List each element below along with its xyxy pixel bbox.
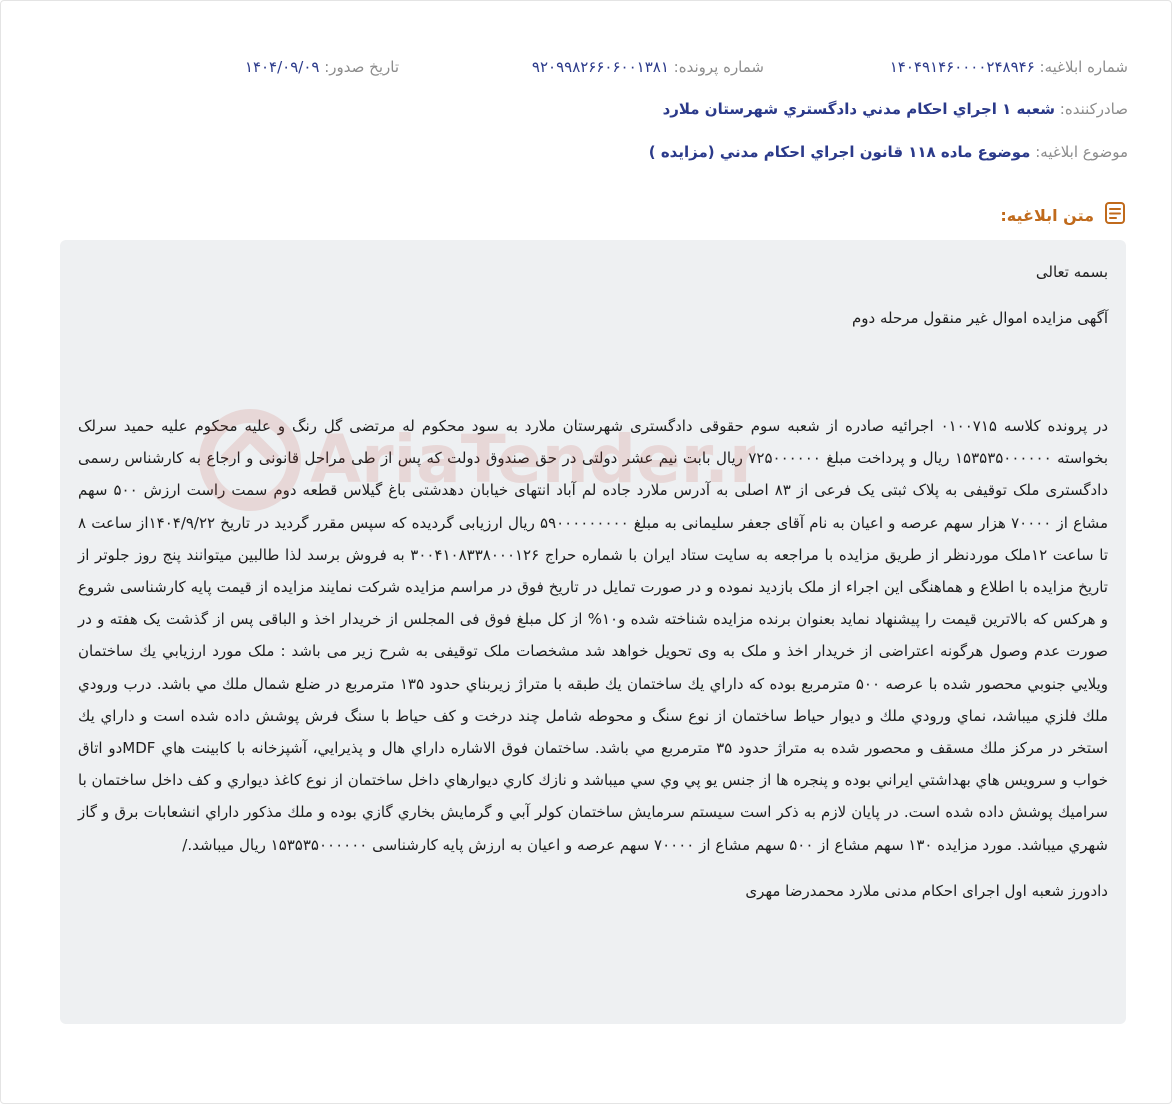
signature: دادورز شعبه اول اجرای احکام مدنی ملارد محمدرضا مهری [745,881,1108,900]
subject-value: موضوع ماده ۱۱۸ قانون اجراي احکام مدني (مزايده ) [648,143,1031,161]
subject-field [649,143,1128,161]
greeting: بسمه تعالی [1035,263,1108,281]
document-list-icon [1102,200,1128,230]
notice-text-title: متن ابلاغيه: [1000,205,1094,225]
subject-label: موضوع ابلاغيه: [1035,143,1128,161]
issuer-value: شعبه ۱ اجراي احکام مدني دادگستري شهرستان ملارد [662,100,1055,118]
issuer-label: صادرکننده: [1059,100,1128,118]
case-number-field [532,58,764,76]
issue-date-label: تاريخ صدور: [324,58,399,76]
notice-heading: آگهی مزایده اموال غیر منقول مرحله دوم [852,309,1108,327]
notice-number-label: شماره ابلاغيه: [1039,58,1128,76]
issue-date-value: ۱۴۰۴/۰۹/۰۹ [244,58,320,76]
notice-number-value: ۱۴۰۴۹۱۴۶۰۰۰۰۲۴۸۹۴۶ [889,58,1035,76]
issue-date-field [245,58,399,76]
notice-paragraph: در پرونده کلاسه ۰۱۰۰۷۱۵ اجرائیه صادره از شعبه سوم حقوقی دادگستری شهرستان ملارد به سود محکوم له مرتضی گل رنگ و علیه محکوم علیه حمید سرلک بخواسته ۱۵۳۵۳۵۰۰۰۰۰۰ ریال و پرداخت مبلغ ۷۲۵۰۰۰۰۰۰ ریال بابت نیم عشر دولتی در حق صندوق دولت که پس از طی مراحل قانونی و ارجاع به کارشناس رسمی دادگستری ملک توقیفی به پلاک ثبتی یک فرعی از ۸۳ اصلی به آدرس ملارد جاده لم آباد انتهای خیابان دهدشتی باغ گیلاس قطعه دوم سمت راست ارزش ۵۰۰ سهم مشاع از ۷۰۰۰۰ هزار سهم عرصه و اعیان به نام آقای جعفر سلیمانی به مبلغ ۵۹۰۰۰۰۰۰۰۰۰ ریال ارزیابی گردیده که سپس مقرر گردید در تاریخ ۱۴۰۴/۹/۲۲از ساعت ۸ تا ساعت ۱۲ملک موردنظر از طریق مزایده با مراجعه به سایت ستاد ایران با شماره حراج ۳۰۰۴۱۰۸۳۳۸۰۰۰۱۲۶ به فروش برسد لذا طالبین میتوانند پنج روز جلوتر از تاریخ مزایده با اطلاع و هماهنگی این اجراء از ملک بازدید نموده و در صورت تمایل در تاریخ فوق در مراسم مزایده شرکت نمایند مزایده از قیمت پایه کارشناسی شروع و هرکس که بالاترین قیمت را پیشنهاد نماید بعنوان برنده مزایده شناخته شده و۱۰% از کل مبلغ فوق فی المجلس از خریدار اخذ و الباقی پس از گذشت یک هفته و در صورت عدم وصول هرگونه اعتراضی از خریدار اخذ و ملک به وی تحویل خواهد شد مشخصات ملک توقیفی به شرح زیر می باشد : ملک مورد ارزيابي يك ساختمان ويلايي جنوبي محصور شده با عرصه ۵۰۰ مترمربع بوده كه داراي يك ساختمان يك طبقه با متراژ زيربناي حدود ۱۳۵ مترمربع در ضلع شمال ملك مي باشد. درب ورودي ملك فلزي ميباشد، نماي ورودي ملك و ديوار حياط ساختمان از نوع سنگ و محوطه شامل چند درخت و كف حياط با سنگ فرش پوشش داده شده است و داراي يك استخر در مركز ملك مسقف و محصور شده به متراژ حدود ۳۵ مترمربع مي باشد. ساختمان فوق الاشاره داراي هال و پذيرايي، آشپزخانه با كابينت هاي MDFدو اتاق خواب و سرويس هاي بهداشتي ايراني بوده و پنجره ها از جنس يو پي وي سي ميباشد و نازك كاري ديوارهاي داخل ساختمان از نوع كاغذ ديواري و كف داخل ساختمان با سراميك پوشش داده شده است. در پايان لازم به ذكر است سيستم سرمايش ساختمان كولر آبي و گرمايش بخاري گازي بوده و ملك مذكور داراي انشعابات برق و گاز شهري ميباشد. مورد مزايده ۱۳۰ سهم مشاع از ۵۰۰ سهم مشاع از ۷۰۰۰۰ سهم عرصه و اعيان به ارزش پايه كارشناسی ۱۵۳۵۳۵۰۰۰۰۰۰ ریال میباشد./ [78,417,1109,854]
notice-text-heading [1000,200,1128,230]
issuer-field [663,100,1128,118]
notice-body [60,240,1126,1024]
case-number-label: شماره پرونده: [673,58,764,76]
case-number-value: ۹۲۰۹۹۸۲۶۶۰۶۰۰۱۳۸۱ [531,58,669,76]
notice-number-field [890,58,1128,76]
